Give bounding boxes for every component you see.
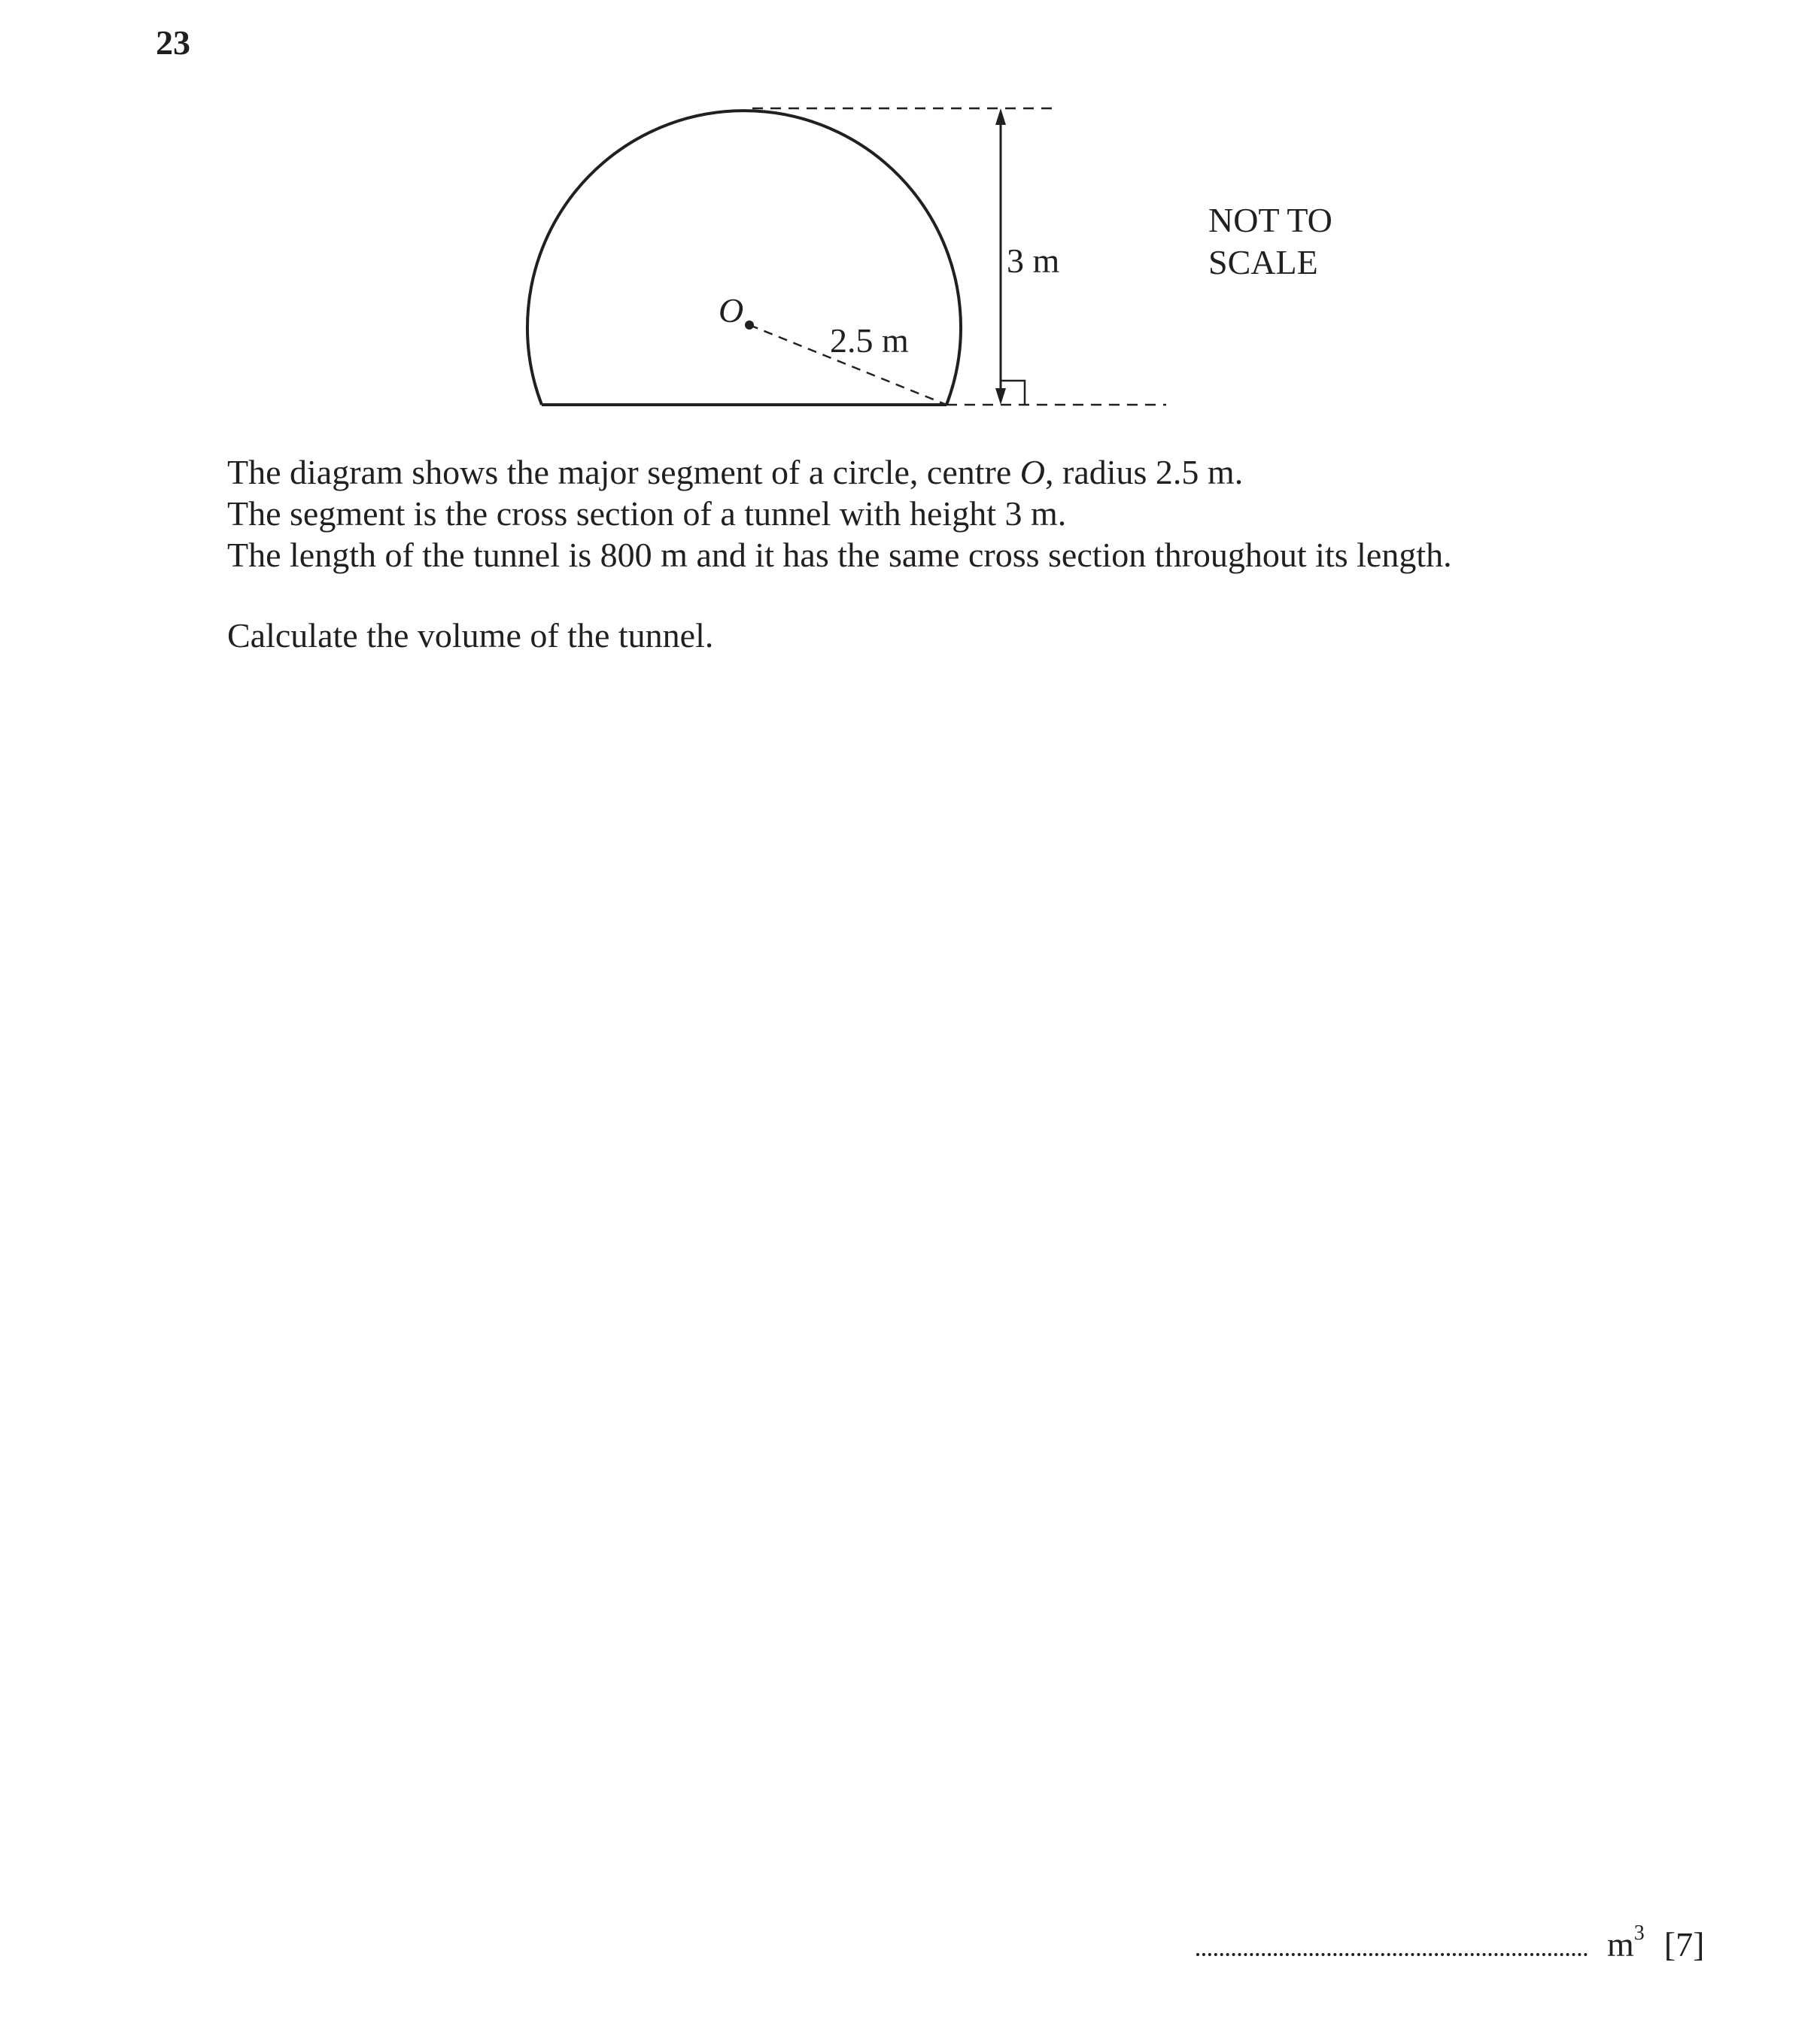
centre-point: [745, 320, 754, 330]
question-instruction: Calculate the volume of the tunnel.: [227, 616, 714, 655]
answer-dotted-line[interactable]: [1196, 1915, 1588, 1956]
question-line-1b: , radius 2.5 m.: [1045, 453, 1244, 491]
segment-arc: [527, 111, 961, 405]
centre-label: O: [719, 291, 744, 330]
question-line-3: The length of the tunnel is 800 m and it has the same cross section throughout its length.: [227, 536, 1452, 574]
tunnel-diagram: [0, 0, 1820, 451]
not-to-scale-line2: SCALE: [1208, 243, 1318, 281]
answer-line: [1196, 1915, 1704, 1967]
height-label: 3 m: [1007, 241, 1060, 280]
radius-label: 2.5 m: [830, 321, 909, 360]
question-line-1a: The diagram shows the major segment of a circle, centre: [227, 453, 1020, 491]
answer-unit-power: 3: [1633, 1921, 1645, 1945]
question-line-1: [227, 451, 1694, 493]
question-text: [227, 451, 1694, 656]
height-arrow-head-top: [995, 108, 1006, 125]
question-line-2: The segment is the cross section of a tunnel with height 3 m.: [227, 494, 1067, 533]
marks-label: [7]: [1664, 1925, 1705, 1964]
question-number: 23: [156, 23, 190, 62]
centre-o-italic: O: [1019, 453, 1045, 491]
answer-unit: m: [1607, 1925, 1634, 1964]
paragraph-gap: [227, 576, 1694, 615]
not-to-scale-line1: NOT TO: [1208, 201, 1332, 239]
height-arrow-head-bottom: [995, 388, 1006, 405]
